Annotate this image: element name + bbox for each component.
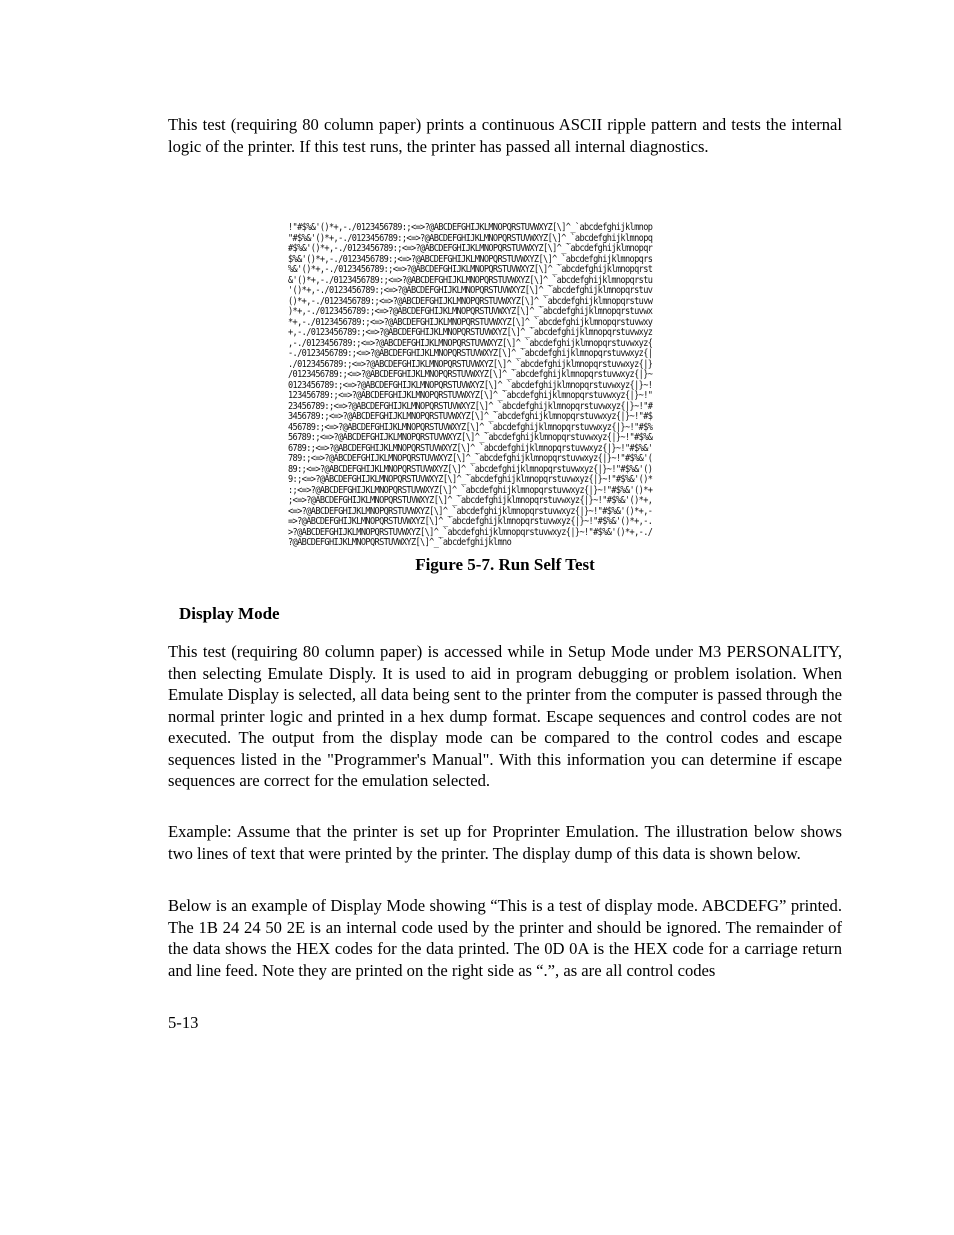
- ripple-line: 89:;<=>?@ABCDEFGHIJKLMNOPQRSTUVWXYZ[\]^_`abcdefghijklmnopqrstuvwxyz{|}~!"#$%&'(): [288, 463, 653, 475]
- below-paragraph: Below is an example of Display Mode showing “This is a test of display mode. ABCDEFG” printed. The 1B 24 24 50 2E is an internal code used by the printer and should be ignored. The remainder of the data shows the HEX codes for the data printed. The 0D 0A is the HEX code for a carriage return and line feed. Note they are printed on the right side as “.”, as are all control codes: [168, 896, 842, 980]
- ripple-line: 56789:;<=>?@ABCDEFGHIJKLMNOPQRSTUVWXYZ[\]^_`abcdefghijklmnopqrstuvwxyz{|}~!"#$%&: [288, 432, 653, 444]
- ripple-line: <=>?@ABCDEFGHIJKLMNOPQRSTUVWXYZ[\]^_`abcdefghijklmnopqrstuvwxyz{|}~!"#$%&'()*+,-: [288, 505, 653, 517]
- ripple-line: 0123456789:;<=>?@ABCDEFGHIJKLMNOPQRSTUVWXYZ[\]^_`abcdefghijklmnopqrstuvwxyz{|}~!: [288, 379, 653, 391]
- ripple-line: ?@ABCDEFGHIJKLMNOPQRSTUVWXYZ[\]^_`abcdefghijklmno: [288, 537, 512, 548]
- ripple-line: %&'()*+,-./0123456789:;<=>?@ABCDEFGHIJKLMNOPQRSTUVWXYZ[\]^_`abcdefghijklmnopqrst: [288, 264, 653, 276]
- ripple-line: )*+,-./0123456789:;<=>?@ABCDEFGHIJKLMNOPQRSTUVWXYZ[\]^_`abcdefghijklmnopqrstuvwx: [288, 306, 653, 318]
- example-paragraph: Example: Assume that the printer is set up for Proprinter Emulation. The illustration below shows two lines of text that were printed by the printer. The display dump of this data is shown below.: [168, 822, 842, 863]
- intro-paragraph: This test (requiring 80 column paper) prints a continuous ASCII ripple pattern and tests the internal logic of the printer. If this test runs, the printer has passed all internal diagnostics.: [168, 115, 842, 156]
- ripple-line: 23456789:;<=>?@ABCDEFGHIJKLMNOPQRSTUVWXYZ[\]^_`abcdefghijklmnopqrstuvwxyz{|}~!"#: [288, 400, 653, 412]
- ripple-line: ./0123456789:;<=>?@ABCDEFGHIJKLMNOPQRSTUVWXYZ[\]^_`abcdefghijklmnopqrstuvwxyz{|}: [288, 358, 653, 370]
- ripple-line: +,-./0123456789:;<=>?@ABCDEFGHIJKLMNOPQRSTUVWXYZ[\]^_`abcdefghijklmnopqrstuvwxyz: [288, 327, 653, 339]
- ripple-line: *+,-./0123456789:;<=>?@ABCDEFGHIJKLMNOPQRSTUVWXYZ[\]^_`abcdefghijklmnopqrstuvwxy: [288, 316, 653, 328]
- ripple-line: ()*+,-./0123456789:;<=>?@ABCDEFGHIJKLMNOPQRSTUVWXYZ[\]^_`abcdefghijklmnopqrstuvw: [288, 295, 653, 307]
- ripple-line: '()*+,-./0123456789:;<=>?@ABCDEFGHIJKLMNOPQRSTUVWXYZ[\]^_`abcdefghijklmnopqrstuv: [288, 285, 653, 297]
- ripple-line: 9:;<=>?@ABCDEFGHIJKLMNOPQRSTUVWXYZ[\]^_`abcdefghijklmnopqrstuvwxyz{|}~!"#$%&'()*: [288, 474, 653, 486]
- ripple-line: &'()*+,-./0123456789:;<=>?@ABCDEFGHIJKLMNOPQRSTUVWXYZ[\]^_`abcdefghijklmnopqrstu: [288, 274, 653, 286]
- ripple-pattern-figure: [288, 222, 788, 548]
- ripple-line: !"#$%&'()*+,-./0123456789:;<=>?@ABCDEFGHIJKLMNOPQRSTUVWXYZ[\]^_`abcdefghijklmnop: [288, 222, 653, 234]
- ripple-line: 3456789:;<=>?@ABCDEFGHIJKLMNOPQRSTUVWXYZ[\]^_`abcdefghijklmnopqrstuvwxyz{|}~!"#$: [288, 411, 653, 423]
- ripple-line: 123456789:;<=>?@ABCDEFGHIJKLMNOPQRSTUVWXYZ[\]^_`abcdefghijklmnopqrstuvwxyz{|}~!": [288, 390, 653, 402]
- ripple-line: /0123456789:;<=>?@ABCDEFGHIJKLMNOPQRSTUVWXYZ[\]^_`abcdefghijklmnopqrstuvwxyz{|}~: [288, 369, 653, 381]
- ripple-line: 456789:;<=>?@ABCDEFGHIJKLMNOPQRSTUVWXYZ[\]^_`abcdefghijklmnopqrstuvwxyz{|}~!"#$%: [288, 421, 653, 433]
- display-mode-paragraph: This test (requiring 80 column paper) is accessed while in Setup Mode under M3 PERSONALITY, then selecting Emulate Disply. It is used to aid in program debugging or problem isolation. When Emulate Display is selected, all data being sent to the printer from the computer is passed through the normal printer logic and printed in a hex dump format. Escape sequences and control codes are not executed. The output from the display mode can be compared to the control codes and escape sequences listed in the "Programmer's Manual". With this information you can determine if escape sequences are correct for the emulation selected.: [168, 642, 842, 790]
- figure-caption: Figure 5-7. Run Self Test: [415, 555, 595, 574]
- ripple-line: >?@ABCDEFGHIJKLMNOPQRSTUVWXYZ[\]^_`abcdefghijklmnopqrstuvwxyz{|}~!"#$%&'()*+,-./: [288, 526, 653, 538]
- ripple-line: $%&'()*+,-./0123456789:;<=>?@ABCDEFGHIJKLMNOPQRSTUVWXYZ[\]^_`abcdefghijklmnopqrs: [288, 253, 653, 265]
- ripple-line: #$%&'()*+,-./0123456789:;<=>?@ABCDEFGHIJKLMNOPQRSTUVWXYZ[\]^_`abcdefghijklmnopqr: [288, 243, 653, 255]
- section-heading: Display Mode: [179, 604, 280, 623]
- ripple-line: -./0123456789:;<=>?@ABCDEFGHIJKLMNOPQRSTUVWXYZ[\]^_`abcdefghijklmnopqrstuvwxyz{|: [288, 348, 653, 360]
- ripple-line: 789:;<=>?@ABCDEFGHIJKLMNOPQRSTUVWXYZ[\]^_`abcdefghijklmnopqrstuvwxyz{|}~!"#$%&'(: [288, 453, 653, 465]
- ripple-line: "#$%&'()*+,-./0123456789:;<=>?@ABCDEFGHIJKLMNOPQRSTUVWXYZ[\]^_`abcdefghijklmnopq: [288, 232, 653, 244]
- ripple-line: ;<=>?@ABCDEFGHIJKLMNOPQRSTUVWXYZ[\]^_`abcdefghijklmnopqrstuvwxyz{|}~!"#$%&'()*+,: [288, 495, 653, 507]
- ripple-line: 6789:;<=>?@ABCDEFGHIJKLMNOPQRSTUVWXYZ[\]^_`abcdefghijklmnopqrstuvwxyz{|}~!"#$%&': [288, 442, 653, 454]
- ripple-line: :;<=>?@ABCDEFGHIJKLMNOPQRSTUVWXYZ[\]^_`abcdefghijklmnopqrstuvwxyz{|}~!"#$%&'()*+: [288, 484, 653, 496]
- ripple-line: =>?@ABCDEFGHIJKLMNOPQRSTUVWXYZ[\]^_`abcdefghijklmnopqrstuvwxyz{|}~!"#$%&'()*+,-.: [288, 516, 653, 528]
- ripple-line: ,-./0123456789:;<=>?@ABCDEFGHIJKLMNOPQRSTUVWXYZ[\]^_`abcdefghijklmnopqrstuvwxyz{: [288, 337, 653, 349]
- page-number: 5-13: [168, 1013, 199, 1032]
